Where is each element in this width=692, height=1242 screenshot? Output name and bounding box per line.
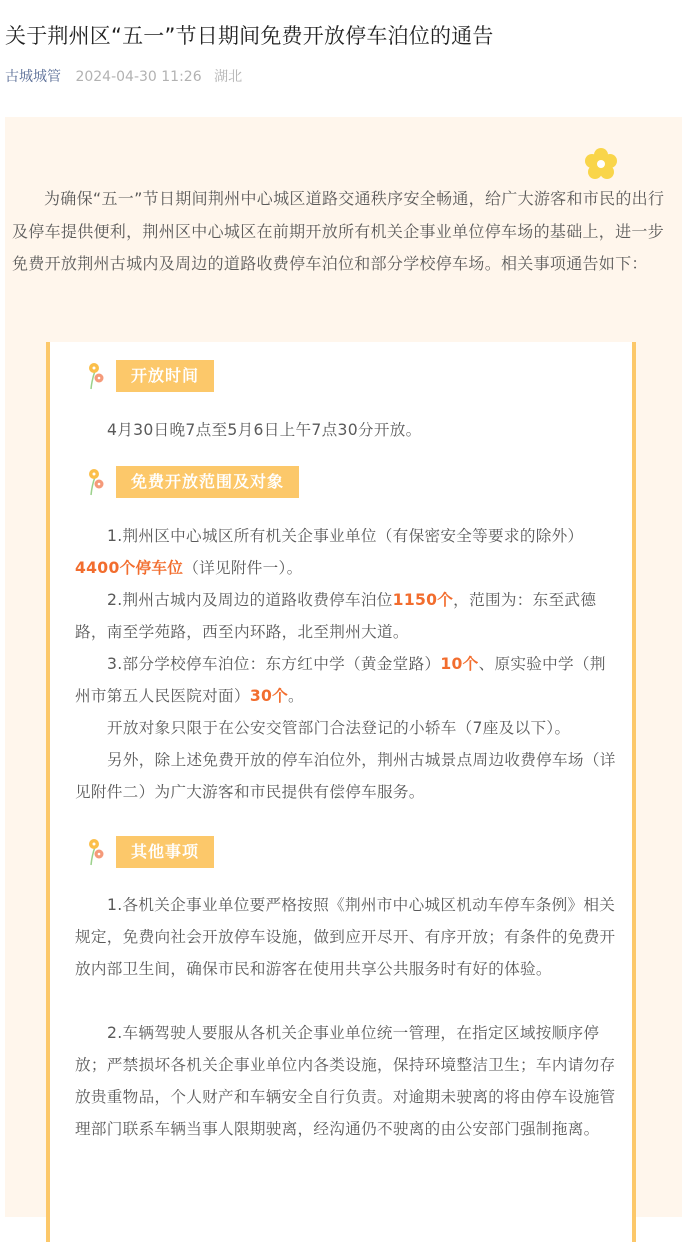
flower-icon [86, 837, 106, 867]
section-header-scope [86, 466, 299, 498]
open-time-text: 4月30日晚7点至5月6日上午7点30分开放。 [107, 421, 422, 439]
publish-datetime: 2024-04-30 11:26 [75, 69, 202, 85]
scope-paragraph [75, 584, 620, 648]
text-segment: 开放对象只限于在公安交管部门合法登记的小轿车（7座及以下）。 [107, 719, 571, 737]
article-meta [5, 66, 242, 86]
highlight-count: 10个 [440, 655, 479, 673]
other-paragraph: 2.车辆驾驶人要服从各机关企事业单位统一管理，在指定区域按顺序停放；严禁损坏各机关企事业单位内各类设施，保持环境整洁卫生；车内请勿存放贵重物品，个人财产和车辆安全自行负责。对逾期未驶离的将由停车设施管理部门联系车辆当事人限期驶离，经沟通仍不驶离的由公安部门强制拖离。 [75, 1024, 616, 1138]
text-segment: 另外，除上述免费开放的停车泊位外，荆州古城景点周边收费停车场（详见附件二）为广大游客和市民提供有偿停车服务。 [75, 751, 616, 801]
article-title: 关于荆州区“五一”节日期间免费开放停车泊位的通告 [5, 24, 494, 48]
notice-card [46, 342, 636, 1242]
section-label: 开放时间 [116, 360, 214, 392]
text-segment: 1.荆州区中心城区所有机关企事业单位（有保密安全等要求的除外） [107, 527, 584, 545]
author-link[interactable]: 古城城管 [5, 69, 61, 85]
scope-paragraph [75, 648, 620, 712]
flower-icon [585, 147, 617, 181]
text-segment: 2.荆州古城内及周边的道路收费停车泊位 [107, 591, 393, 609]
text-segment: （详见附件一）。 [183, 559, 303, 577]
highlight-count: 30个 [249, 687, 289, 705]
text-segment: 。 [288, 687, 304, 705]
highlight-count: 1150个 [392, 591, 454, 609]
flower-icon [86, 467, 106, 497]
scope-paragraph [75, 744, 620, 808]
other-paragraph: 1.各机关企事业单位要严格按照《荆州市中心城区机动车停车条例》相关规定，免费向社会开放停车设施，做到应开尽开、有序开放；有条件的免费开放内部卫生间，确保市民和游客在使用共享公共服务时有好的体验。 [75, 896, 616, 978]
text-segment: 、原实验中学（荆州市第五人民医院对面） [75, 655, 606, 705]
section-header-open-time [86, 360, 214, 392]
text-segment: ，范围为：东至武德路，南至学苑路，西至内环路，北至荆州大道。 [75, 591, 597, 641]
section-label: 免费开放范围及对象 [116, 466, 299, 498]
scope-paragraph [75, 712, 620, 744]
article-body [5, 117, 682, 1217]
scope-paragraph [75, 520, 620, 584]
highlight-count: 4400个停车位 [75, 559, 184, 577]
flower-icon [86, 361, 106, 391]
publish-location: 湖北 [214, 69, 243, 85]
section-label: 其他事项 [116, 836, 214, 868]
section-header-other [86, 836, 214, 868]
text-segment: 3.部分学校停车泊位：东方红中学（黄金堂路） [107, 655, 441, 673]
intro-paragraph: 为确保“五一”节日期间荆州中心城区道路交通秩序安全畅通，给广大游客和市民的出行及停车提供便利，荆州区中心城区在前期开放所有机关企事业单位停车场的基础上，进一步免费开放荆州古城内及周边的道路收费停车泊位和部分学校停车场。相关事项通告如下： [12, 189, 665, 274]
